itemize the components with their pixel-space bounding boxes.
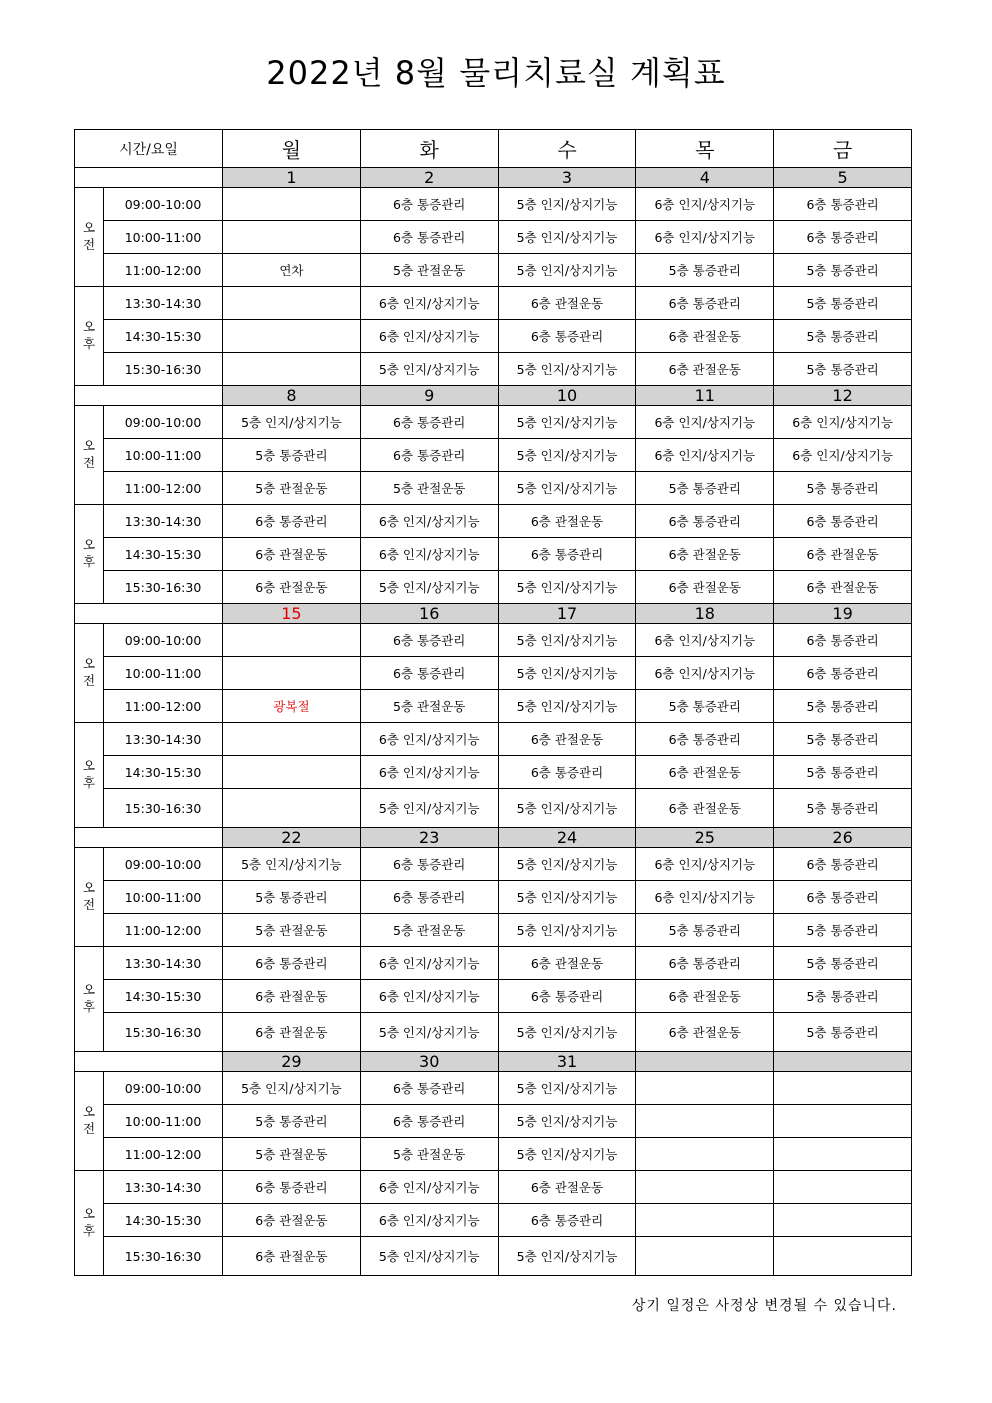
schedule-cell: 5층 인지/상지기능	[498, 1138, 636, 1171]
time-slot-row	[75, 1138, 912, 1171]
date-cell: 16	[360, 604, 498, 624]
schedule-cell: 5층 인지/상지기능	[498, 657, 636, 690]
schedule-cell: 6층 통증관리	[223, 505, 361, 538]
time-slot-row	[75, 1237, 912, 1276]
time-slot-row	[75, 756, 912, 789]
date-cell: 15	[223, 604, 361, 624]
time-cell: 11:00-12:00	[104, 472, 223, 505]
schedule-cell: 5층 통증관리	[223, 1105, 361, 1138]
week-date-row	[75, 828, 912, 848]
time-slot-row	[75, 320, 912, 353]
schedule-cell: 6층 관절운동	[223, 1013, 361, 1052]
schedule-table	[74, 129, 912, 1276]
schedule-cell: 6층 통증관리	[360, 881, 498, 914]
schedule-cell: 5층 관절운동	[223, 914, 361, 947]
schedule-cell: 6층 관절운동	[223, 1204, 361, 1237]
schedule-cell: 5층 통증관리	[636, 690, 774, 723]
schedule-cell: 5층 인지/상지기능	[223, 1072, 361, 1105]
schedule-cell: 5층 관절운동	[360, 472, 498, 505]
time-slot-row	[75, 914, 912, 947]
schedule-cell: 6층 인지/상지기능	[360, 723, 498, 756]
time-cell: 15:30-16:30	[104, 571, 223, 604]
schedule-cell: 6층 통증관리	[360, 1072, 498, 1105]
time-cell: 14:30-15:30	[104, 1204, 223, 1237]
time-slot-row	[75, 624, 912, 657]
time-slot-row	[75, 848, 912, 881]
date-row-spacer	[75, 168, 223, 188]
schedule-cell: 5층 인지/상지기능	[360, 571, 498, 604]
schedule-cell: 5층 인지/상지기능	[498, 1013, 636, 1052]
schedule-cell: 6층 관절운동	[223, 980, 361, 1013]
schedule-cell: 6층 인지/상지기능	[636, 624, 774, 657]
schedule-cell: 5층 통증관리	[774, 789, 912, 828]
schedule-cell	[774, 1237, 912, 1276]
schedule-cell: 6층 관절운동	[498, 1171, 636, 1204]
schedule-cell: 6층 인지/상지기능	[636, 439, 774, 472]
schedule-cell: 6층 관절운동	[223, 538, 361, 571]
schedule-cell: 6층 통증관리	[498, 980, 636, 1013]
footnote: 상기 일정은 사정상 변경될 수 있습니다.	[631, 1298, 897, 1314]
time-cell: 14:30-15:30	[104, 538, 223, 571]
time-slot-row	[75, 287, 912, 320]
time-cell: 09:00-10:00	[104, 188, 223, 221]
schedule-cell: 6층 통증관리	[360, 1105, 498, 1138]
schedule-cell: 6층 인지/상지기능	[360, 505, 498, 538]
schedule-cell: 6층 통증관리	[360, 657, 498, 690]
period-am-label: 오 전	[75, 1072, 104, 1171]
schedule-cell: 5층 통증관리	[774, 287, 912, 320]
time-cell: 09:00-10:00	[104, 848, 223, 881]
date-cell: 10	[498, 386, 636, 406]
schedule-cell: 6층 관절운동	[636, 1013, 774, 1052]
date-row-spacer	[75, 828, 223, 848]
schedule-cell: 6층 통증관리	[774, 624, 912, 657]
time-cell: 10:00-11:00	[104, 1105, 223, 1138]
schedule-cell: 5층 통증관리	[774, 1013, 912, 1052]
time-slot-row	[75, 505, 912, 538]
schedule-cell: 5층 통증관리	[774, 690, 912, 723]
time-slot-row	[75, 571, 912, 604]
date-cell: 5	[774, 168, 912, 188]
schedule-cell: 6층 통증관리	[636, 723, 774, 756]
period-am-label: 오 전	[75, 406, 104, 505]
time-slot-row	[75, 1013, 912, 1052]
time-slot-row	[75, 1204, 912, 1237]
schedule-cell	[223, 221, 361, 254]
schedule-cell: 6층 통증관리	[360, 848, 498, 881]
schedule-cell: 5층 관절운동	[360, 254, 498, 287]
schedule-cell	[636, 1138, 774, 1171]
schedule-cell: 5층 인지/상지기능	[498, 571, 636, 604]
schedule-cell	[223, 789, 361, 828]
schedule-cell: 5층 통증관리	[636, 254, 774, 287]
schedule-cell: 6층 통증관리	[360, 406, 498, 439]
schedule-cell: 6층 인지/상지기능	[636, 848, 774, 881]
schedule-cell: 5층 인지/상지기능	[498, 690, 636, 723]
time-cell: 09:00-10:00	[104, 406, 223, 439]
schedule-cell	[223, 353, 361, 386]
schedule-cell	[774, 1072, 912, 1105]
schedule-cell: 5층 관절운동	[223, 472, 361, 505]
time-cell: 13:30-14:30	[104, 1171, 223, 1204]
schedule-cell	[223, 723, 361, 756]
date-cell: 9	[360, 386, 498, 406]
schedule-cell: 6층 통증관리	[636, 947, 774, 980]
period-am-label: 오 전	[75, 188, 104, 287]
time-slot-row	[75, 472, 912, 505]
schedule-cell: 6층 인지/상지기능	[774, 439, 912, 472]
schedule-cell: 6층 인지/상지기능	[360, 1171, 498, 1204]
schedule-cell: 6층 인지/상지기능	[360, 320, 498, 353]
time-cell: 09:00-10:00	[104, 624, 223, 657]
schedule-cell: 5층 인지/상지기능	[498, 439, 636, 472]
schedule-cell: 5층 통증관리	[774, 254, 912, 287]
schedule-cell: 5층 인지/상지기능	[498, 472, 636, 505]
schedule-cell: 6층 관절운동	[498, 947, 636, 980]
schedule-cell: 6층 통증관리	[360, 439, 498, 472]
schedule-cell: 6층 인지/상지기능	[360, 538, 498, 571]
time-slot-row	[75, 254, 912, 287]
schedule-cell: 5층 통증관리	[636, 472, 774, 505]
date-cell: 4	[636, 168, 774, 188]
schedule-cell: 5층 통증관리	[774, 756, 912, 789]
date-cell: 12	[774, 386, 912, 406]
time-cell: 13:30-14:30	[104, 723, 223, 756]
date-cell: 26	[774, 828, 912, 848]
date-row-spacer	[75, 386, 223, 406]
header-row	[75, 130, 912, 168]
schedule-cell: 5층 관절운동	[223, 1138, 361, 1171]
date-cell: 30	[360, 1052, 498, 1072]
schedule-cell: 6층 관절운동	[636, 789, 774, 828]
time-day-header: 시간/요일	[75, 130, 223, 168]
time-slot-row	[75, 188, 912, 221]
schedule-cell: 6층 관절운동	[636, 571, 774, 604]
date-row-spacer	[75, 604, 223, 624]
time-slot-row	[75, 1171, 912, 1204]
time-cell: 13:30-14:30	[104, 287, 223, 320]
schedule-cell: 5층 통증관리	[774, 723, 912, 756]
week-date-row	[75, 168, 912, 188]
time-cell: 14:30-15:30	[104, 980, 223, 1013]
schedule-cell	[774, 1204, 912, 1237]
schedule-cell: 6층 인지/상지기능	[360, 980, 498, 1013]
date-cell: 17	[498, 604, 636, 624]
schedule-cell: 6층 통증관리	[774, 188, 912, 221]
date-cell: 1	[223, 168, 361, 188]
time-cell: 13:30-14:30	[104, 947, 223, 980]
schedule-cell: 6층 인지/상지기능	[774, 406, 912, 439]
schedule-cell: 6층 인지/상지기능	[636, 406, 774, 439]
schedule-cell: 6층 관절운동	[223, 1237, 361, 1276]
schedule-cell: 5층 통증관리	[223, 881, 361, 914]
schedule-cell	[223, 320, 361, 353]
time-slot-row	[75, 947, 912, 980]
period-am-label: 오 전	[75, 624, 104, 723]
date-cell: 2	[360, 168, 498, 188]
schedule-cell: 6층 관절운동	[498, 287, 636, 320]
schedule-cell: 5층 인지/상지기능	[360, 1013, 498, 1052]
time-slot-row	[75, 538, 912, 571]
date-cell: 8	[223, 386, 361, 406]
time-cell: 09:00-10:00	[104, 1072, 223, 1105]
schedule-cell: 5층 관절운동	[360, 690, 498, 723]
schedule-cell: 6층 통증관리	[360, 624, 498, 657]
time-slot-row	[75, 353, 912, 386]
time-cell: 15:30-16:30	[104, 1237, 223, 1276]
date-cell: 23	[360, 828, 498, 848]
schedule-cell: 6층 통증관리	[498, 538, 636, 571]
period-pm-label: 오 후	[75, 287, 104, 386]
schedule-cell: 6층 관절운동	[498, 723, 636, 756]
time-cell: 15:30-16:30	[104, 353, 223, 386]
time-slot-row	[75, 657, 912, 690]
schedule-cell: 5층 인지/상지기능	[498, 221, 636, 254]
schedule-cell: 5층 인지/상지기능	[498, 789, 636, 828]
date-cell	[636, 1052, 774, 1072]
schedule-cell: 5층 통증관리	[223, 439, 361, 472]
time-cell: 10:00-11:00	[104, 657, 223, 690]
date-cell: 11	[636, 386, 774, 406]
time-cell: 11:00-12:00	[104, 1138, 223, 1171]
schedule-cell: 6층 통증관리	[223, 1171, 361, 1204]
schedule-cell: 5층 인지/상지기능	[498, 1105, 636, 1138]
schedule-cell	[223, 188, 361, 221]
schedule-cell: 6층 통증관리	[774, 881, 912, 914]
week-date-row	[75, 604, 912, 624]
schedule-cell: 6층 통증관리	[774, 848, 912, 881]
date-cell: 25	[636, 828, 774, 848]
schedule-cell: 6층 인지/상지기능	[360, 756, 498, 789]
schedule-cell: 6층 인지/상지기능	[636, 657, 774, 690]
schedule-cell: 6층 통증관리	[774, 505, 912, 538]
time-cell: 11:00-12:00	[104, 914, 223, 947]
period-pm-label: 오 후	[75, 723, 104, 828]
time-slot-row	[75, 789, 912, 828]
period-pm-label: 오 후	[75, 505, 104, 604]
schedule-cell: 5층 인지/상지기능	[498, 1072, 636, 1105]
period-pm-label: 오 후	[75, 947, 104, 1052]
schedule-cell: 6층 통증관리	[498, 756, 636, 789]
page-title: 2022년 8월 물리치료실 계획표	[266, 54, 726, 92]
time-cell: 14:30-15:30	[104, 320, 223, 353]
schedule-cell: 5층 통증관리	[774, 320, 912, 353]
day-header-mon: 월	[223, 130, 361, 168]
date-cell	[774, 1052, 912, 1072]
date-cell: 29	[223, 1052, 361, 1072]
schedule-cell	[774, 1105, 912, 1138]
schedule-cell: 5층 관절운동	[360, 1138, 498, 1171]
day-header-wed: 수	[498, 130, 636, 168]
schedule-cell: 5층 인지/상지기능	[498, 624, 636, 657]
time-cell: 14:30-15:30	[104, 756, 223, 789]
time-cell: 10:00-11:00	[104, 439, 223, 472]
schedule-cell: 5층 관절운동	[360, 914, 498, 947]
schedule-cell: 5층 인지/상지기능	[498, 848, 636, 881]
time-cell: 11:00-12:00	[104, 254, 223, 287]
schedule-cell: 5층 인지/상지기능	[223, 848, 361, 881]
schedule-cell	[636, 1171, 774, 1204]
day-header-thu: 목	[636, 130, 774, 168]
time-slot-row	[75, 406, 912, 439]
schedule-cell: 6층 통증관리	[636, 505, 774, 538]
schedule-cell: 5층 통증관리	[774, 353, 912, 386]
schedule-cell: 5층 인지/상지기능	[223, 406, 361, 439]
time-slot-row	[75, 980, 912, 1013]
schedule-cell: 6층 인지/상지기능	[636, 221, 774, 254]
schedule-cell: 6층 인지/상지기능	[360, 947, 498, 980]
schedule-cell: 6층 인지/상지기능	[360, 287, 498, 320]
schedule-cell: 6층 관절운동	[636, 538, 774, 571]
date-cell: 19	[774, 604, 912, 624]
schedule-cell: 5층 인지/상지기능	[498, 406, 636, 439]
time-slot-row	[75, 881, 912, 914]
schedule-cell	[223, 287, 361, 320]
schedule-cell: 6층 통증관리	[498, 1204, 636, 1237]
schedule-cell	[636, 1072, 774, 1105]
schedule-cell: 5층 통증관리	[636, 914, 774, 947]
schedule-cell: 5층 인지/상지기능	[498, 1237, 636, 1276]
schedule-cell	[223, 624, 361, 657]
schedule-cell: 연차	[223, 254, 361, 287]
schedule-cell	[636, 1105, 774, 1138]
schedule-cell: 6층 관절운동	[774, 571, 912, 604]
schedule-cell: 6층 인지/상지기능	[636, 188, 774, 221]
schedule-cell: 6층 관절운동	[636, 320, 774, 353]
schedule-cell	[223, 657, 361, 690]
time-cell: 11:00-12:00	[104, 690, 223, 723]
time-cell: 15:30-16:30	[104, 789, 223, 828]
period-pm-label: 오 후	[75, 1171, 104, 1276]
time-slot-row	[75, 221, 912, 254]
schedule-cell: 5층 인지/상지기능	[498, 188, 636, 221]
schedule-cell: 6층 인지/상지기능	[636, 881, 774, 914]
time-cell: 15:30-16:30	[104, 1013, 223, 1052]
schedule-cell	[636, 1204, 774, 1237]
schedule-cell: 5층 인지/상지기능	[498, 914, 636, 947]
schedule-cell: 6층 통증관리	[636, 287, 774, 320]
schedule-cell: 5층 통증관리	[774, 914, 912, 947]
time-cell: 13:30-14:30	[104, 505, 223, 538]
schedule-cell: 6층 통증관리	[498, 320, 636, 353]
schedule-cell: 6층 통증관리	[223, 947, 361, 980]
date-cell: 31	[498, 1052, 636, 1072]
schedule-cell: 5층 인지/상지기능	[360, 1237, 498, 1276]
schedule-cell: 6층 관절운동	[774, 538, 912, 571]
week-date-row	[75, 386, 912, 406]
schedule-cell: 6층 통증관리	[774, 221, 912, 254]
schedule-cell: 6층 통증관리	[360, 221, 498, 254]
schedule-cell: 5층 통증관리	[774, 472, 912, 505]
period-am-label: 오 전	[75, 848, 104, 947]
schedule-cell	[636, 1237, 774, 1276]
week-date-row	[75, 1052, 912, 1072]
schedule-cell: 6층 통증관리	[774, 657, 912, 690]
time-slot-row	[75, 1072, 912, 1105]
time-cell: 10:00-11:00	[104, 221, 223, 254]
schedule-cell	[223, 756, 361, 789]
schedule-cell: 5층 인지/상지기능	[360, 353, 498, 386]
time-slot-row	[75, 723, 912, 756]
schedule-cell: 5층 인지/상지기능	[498, 353, 636, 386]
date-row-spacer	[75, 1052, 223, 1072]
time-cell: 10:00-11:00	[104, 881, 223, 914]
date-cell: 18	[636, 604, 774, 624]
schedule-cell: 6층 인지/상지기능	[360, 1204, 498, 1237]
schedule-cell: 6층 관절운동	[636, 353, 774, 386]
schedule-cell: 5층 인지/상지기능	[498, 881, 636, 914]
schedule-cell: 5층 인지/상지기능	[360, 789, 498, 828]
date-cell: 22	[223, 828, 361, 848]
schedule-cell	[774, 1138, 912, 1171]
schedule-cell	[774, 1171, 912, 1204]
schedule-cell: 6층 통증관리	[360, 188, 498, 221]
schedule-cell: 6층 관절운동	[636, 980, 774, 1013]
day-header-tue: 화	[360, 130, 498, 168]
time-slot-row	[75, 690, 912, 723]
schedule-cell: 6층 관절운동	[223, 571, 361, 604]
date-cell: 24	[498, 828, 636, 848]
schedule-cell: 5층 인지/상지기능	[498, 254, 636, 287]
schedule-cell: 광복절	[223, 690, 361, 723]
schedule-cell: 6층 관절운동	[498, 505, 636, 538]
time-slot-row	[75, 1105, 912, 1138]
day-header-fri: 금	[774, 130, 912, 168]
schedule-cell: 5층 통증관리	[774, 980, 912, 1013]
date-cell: 3	[498, 168, 636, 188]
schedule-cell: 6층 관절운동	[636, 756, 774, 789]
time-slot-row	[75, 439, 912, 472]
schedule-cell: 5층 통증관리	[774, 947, 912, 980]
